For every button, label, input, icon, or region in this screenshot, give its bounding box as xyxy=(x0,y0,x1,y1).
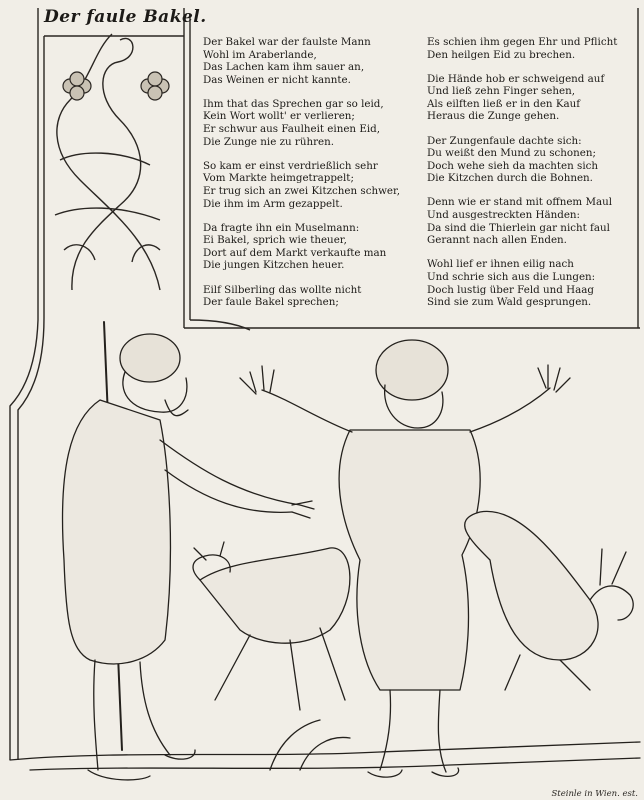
verse-line: Da sind die Thierlein gar nicht faul xyxy=(427,221,610,234)
verse-line: Doch wehe sieh da machten sich xyxy=(427,159,599,172)
verse-line: Heraus die Zunge gehen. xyxy=(427,110,560,123)
verse-line: Eilf Silberling das wollte nicht xyxy=(203,283,362,296)
engraving-illustration xyxy=(0,300,644,800)
stanza xyxy=(427,36,617,61)
verse-line: Gerannt nach allen Enden. xyxy=(427,234,567,247)
verse-line: Und schrie sich aus die Lungen: xyxy=(427,270,596,283)
verse-line: Das Weinen er nicht kannte. xyxy=(203,73,351,86)
stanza xyxy=(203,36,400,86)
poem-title: Der faule Bakel. xyxy=(44,7,207,27)
muselmann-figure xyxy=(63,322,315,780)
verse-line: Der Bakel war der faulste Mann xyxy=(203,36,371,48)
verse-line: Und ließ zehn Finger sehen, xyxy=(427,85,576,98)
stanza xyxy=(427,196,617,246)
verse-line: Der faule Bakel sprechen; xyxy=(203,296,339,309)
kid-goat-left xyxy=(193,542,350,710)
verse-line: Er schwur aus Faulheit einen Eid, xyxy=(203,123,380,136)
verse-line: Sind sie zum Wald gesprungen. xyxy=(427,296,592,309)
verse-line: Da fragte ihn ein Muselmann: xyxy=(203,221,360,234)
verse-line: So kam er einst verdrießlich sehr xyxy=(203,159,378,172)
verse-line: Vom Markte heimgetrappelt; xyxy=(203,172,354,185)
stanza xyxy=(203,160,400,210)
verse-line: Kein Wort wollt' er verlieren; xyxy=(203,110,355,123)
verse-line: Du weißt den Mund zu schonen; xyxy=(427,147,596,160)
verse-line: Ihm that das Sprechen gar so leid, xyxy=(203,97,384,110)
verse-line: Er trug sich an zwei Kitzchen schwer, xyxy=(203,184,401,197)
poem-column-right xyxy=(427,36,617,320)
verse-line: Das Lachen kam ihm sauer an, xyxy=(203,61,365,74)
verse-line: Die jungen Kitzchen heuer. xyxy=(203,259,345,272)
plant xyxy=(270,720,350,770)
verse-line: Wohl lief er ihnen eilig nach xyxy=(427,258,574,271)
verse-line: Doch lustig über Feld und Haag xyxy=(427,283,594,296)
ground-line xyxy=(10,742,640,760)
verse-line: Der Zungenfaule dachte sich: xyxy=(427,134,582,147)
verse-line: Den heilgen Eid zu brechen. xyxy=(427,48,576,61)
verse-line: Es schien ihm gegen Ehr und Pflicht xyxy=(427,36,618,48)
verse-line: Die Kitzchen durch die Bohnen. xyxy=(427,172,593,185)
verse-line: Und ausgestreckten Händen: xyxy=(427,209,581,222)
kid-goat-right xyxy=(465,511,634,690)
verse-line: Die Zunge nie zu rühren. xyxy=(203,135,335,148)
stanza xyxy=(203,222,400,272)
verse-line: Wohl im Araberlande, xyxy=(203,48,317,61)
verse-line: Dort auf dem Markt verkaufte man xyxy=(203,246,387,259)
poem-column-left xyxy=(203,36,400,320)
verse-line: Ei Bakel, sprich wie theuer, xyxy=(203,234,347,247)
verse-line: Die ihm im Arm gezappelt. xyxy=(203,197,343,210)
engraver-signature: Steinle in Wien. est. xyxy=(551,789,638,799)
poem-text xyxy=(183,22,638,327)
verse-line: Als eilften ließ er in den Kauf xyxy=(427,97,581,110)
stanza xyxy=(427,73,617,123)
verse-line: Denn wie er stand mit offnem Maul xyxy=(427,196,613,209)
verse-line: Die Hände hob er schweigend auf xyxy=(427,72,605,85)
stanza xyxy=(427,135,617,185)
stanza xyxy=(203,98,400,148)
